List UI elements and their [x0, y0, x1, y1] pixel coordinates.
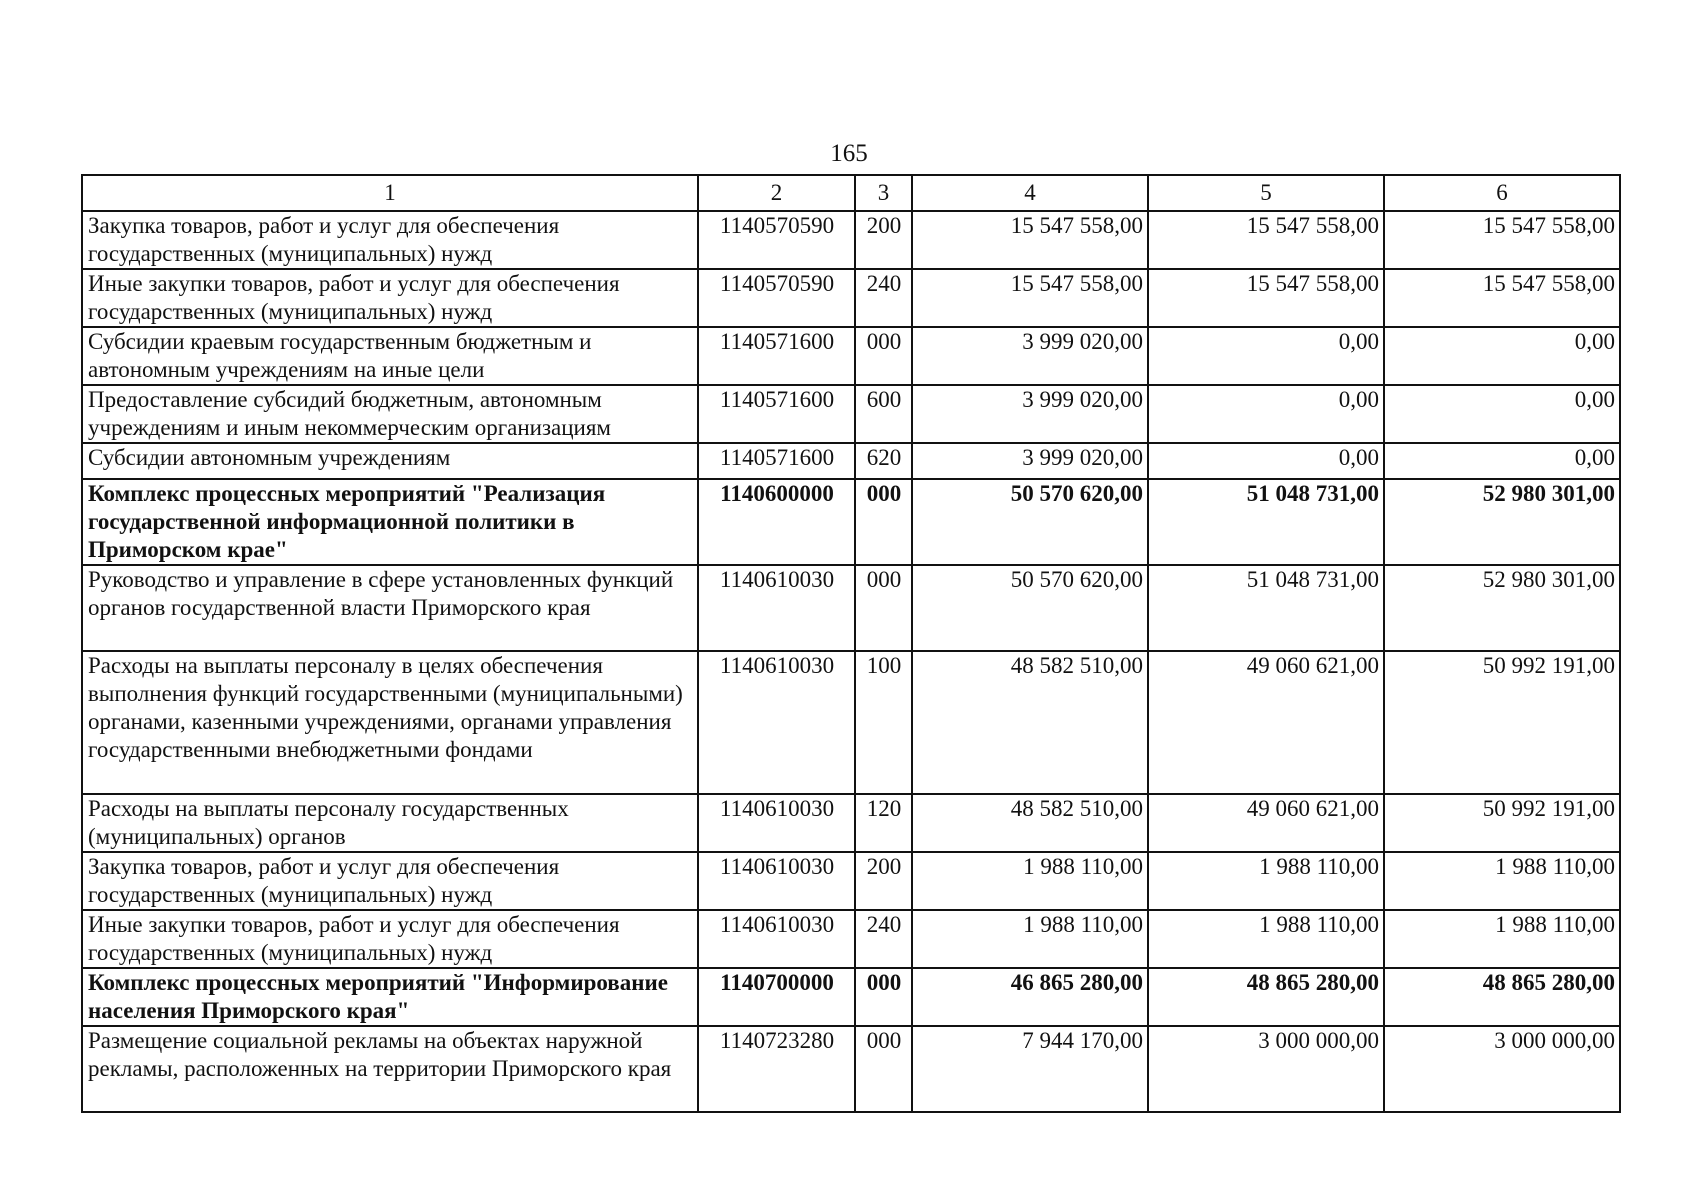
page-number: 165 [830, 140, 868, 167]
row-value-1: 3 999 020,00 [912, 385, 1148, 443]
column-header-1: 1 [82, 175, 698, 211]
row-value-2: 0,00 [1148, 443, 1384, 479]
column-header-4: 4 [912, 175, 1148, 211]
row-code: 1140723280 [698, 1026, 855, 1112]
row-value-1: 1 988 110,00 [912, 910, 1148, 968]
row-code: 1140610030 [698, 794, 855, 852]
row-value-2: 51 048 731,00 [1148, 565, 1384, 651]
row-value-3: 50 992 191,00 [1384, 651, 1620, 794]
row-name: Руководство и управление в сфере установленных функций органов государственной власти Приморского края [82, 565, 698, 651]
row-value-1: 15 547 558,00 [912, 269, 1148, 327]
row-value-1: 15 547 558,00 [912, 211, 1148, 269]
column-header-2: 2 [698, 175, 855, 211]
row-code: 1140700000 [698, 968, 855, 1026]
row-value-2: 0,00 [1148, 385, 1384, 443]
row-name: Закупка товаров, работ и услуг для обеспечения государственных (муниципальных) нужд [82, 211, 698, 269]
row-name: Субсидии автономным учреждениям [82, 443, 698, 479]
row-name: Размещение социальной рекламы на объектах наружной рекламы, расположенных на территории Приморского края [82, 1026, 698, 1112]
row-expense-type: 000 [855, 565, 912, 651]
table-row [82, 479, 1620, 565]
row-value-3: 0,00 [1384, 327, 1620, 385]
table-row [82, 443, 1620, 479]
budget-table [81, 174, 1621, 1113]
table-row [82, 910, 1620, 968]
row-expense-type: 240 [855, 910, 912, 968]
table-row [82, 794, 1620, 852]
row-value-2: 49 060 621,00 [1148, 794, 1384, 852]
table-row [82, 1026, 1620, 1112]
row-expense-type: 000 [855, 1026, 912, 1112]
row-name: Комплекс процессных мероприятий "Информирование населения Приморского края" [82, 968, 698, 1026]
row-value-3: 0,00 [1384, 385, 1620, 443]
row-value-3: 3 000 000,00 [1384, 1026, 1620, 1112]
row-value-3: 15 547 558,00 [1384, 211, 1620, 269]
row-expense-type: 240 [855, 269, 912, 327]
row-expense-type: 100 [855, 651, 912, 794]
row-value-2: 15 547 558,00 [1148, 269, 1384, 327]
column-header-6: 6 [1384, 175, 1620, 211]
row-expense-type: 200 [855, 211, 912, 269]
row-expense-type: 120 [855, 794, 912, 852]
column-header-3: 3 [855, 175, 912, 211]
table-row [82, 327, 1620, 385]
row-code: 1140600000 [698, 479, 855, 565]
row-value-1: 3 999 020,00 [912, 443, 1148, 479]
row-code: 1140571600 [698, 385, 855, 443]
table-row [82, 211, 1620, 269]
row-value-2: 0,00 [1148, 327, 1384, 385]
row-expense-type: 620 [855, 443, 912, 479]
header-row [82, 175, 1620, 211]
row-code: 1140570590 [698, 211, 855, 269]
row-code: 1140570590 [698, 269, 855, 327]
row-expense-type: 000 [855, 479, 912, 565]
row-value-2: 49 060 621,00 [1148, 651, 1384, 794]
row-name: Иные закупки товаров, работ и услуг для обеспечения государственных (муниципальных) нужд [82, 269, 698, 327]
row-name: Предоставление субсидий бюджетным, автономным учреждениям и иным некоммерческим организациям [82, 385, 698, 443]
row-value-1: 1 988 110,00 [912, 852, 1148, 910]
table-row [82, 651, 1620, 794]
row-value-3: 1 988 110,00 [1384, 910, 1620, 968]
row-code: 1140610030 [698, 852, 855, 910]
row-value-3: 1 988 110,00 [1384, 852, 1620, 910]
row-name: Расходы на выплаты персоналу государственных (муниципальных) органов [82, 794, 698, 852]
row-name: Закупка товаров, работ и услуг для обеспечения государственных (муниципальных) нужд [82, 852, 698, 910]
row-value-3: 50 992 191,00 [1384, 794, 1620, 852]
row-expense-type: 000 [855, 968, 912, 1026]
table-row [82, 565, 1620, 651]
table-row [82, 269, 1620, 327]
table-row [82, 968, 1620, 1026]
row-name: Иные закупки товаров, работ и услуг для обеспечения государственных (муниципальных) нужд [82, 910, 698, 968]
row-value-1: 50 570 620,00 [912, 565, 1148, 651]
row-value-2: 15 547 558,00 [1148, 211, 1384, 269]
row-value-1: 48 582 510,00 [912, 651, 1148, 794]
table-row [82, 852, 1620, 910]
row-value-1: 46 865 280,00 [912, 968, 1148, 1026]
row-code: 1140610030 [698, 565, 855, 651]
row-name: Субсидии краевым государственным бюджетным и автономным учреждениям на иные цели [82, 327, 698, 385]
row-value-3: 52 980 301,00 [1384, 479, 1620, 565]
row-value-2: 51 048 731,00 [1148, 479, 1384, 565]
row-expense-type: 200 [855, 852, 912, 910]
row-value-3: 48 865 280,00 [1384, 968, 1620, 1026]
row-value-3: 52 980 301,00 [1384, 565, 1620, 651]
table-row [82, 385, 1620, 443]
row-code: 1140571600 [698, 327, 855, 385]
row-value-1: 7 944 170,00 [912, 1026, 1148, 1112]
row-value-2: 1 988 110,00 [1148, 910, 1384, 968]
row-value-2: 1 988 110,00 [1148, 852, 1384, 910]
row-code: 1140610030 [698, 910, 855, 968]
row-value-3: 15 547 558,00 [1384, 269, 1620, 327]
row-expense-type: 000 [855, 327, 912, 385]
column-header-5: 5 [1148, 175, 1384, 211]
row-value-2: 48 865 280,00 [1148, 968, 1384, 1026]
row-value-1: 50 570 620,00 [912, 479, 1148, 565]
row-code: 1140571600 [698, 443, 855, 479]
row-name: Расходы на выплаты персоналу в целях обеспечения выполнения функций государственными (муниципальными) органами, казенными учреждениями, органами управления государственными внебюджетными фондами [82, 651, 698, 794]
row-expense-type: 600 [855, 385, 912, 443]
row-value-1: 48 582 510,00 [912, 794, 1148, 852]
row-value-2: 3 000 000,00 [1148, 1026, 1384, 1112]
row-value-1: 3 999 020,00 [912, 327, 1148, 385]
row-name: Комплекс процессных мероприятий "Реализация государственной информационной политики в Приморском крае" [82, 479, 698, 565]
row-code: 1140610030 [698, 651, 855, 794]
row-value-3: 0,00 [1384, 443, 1620, 479]
